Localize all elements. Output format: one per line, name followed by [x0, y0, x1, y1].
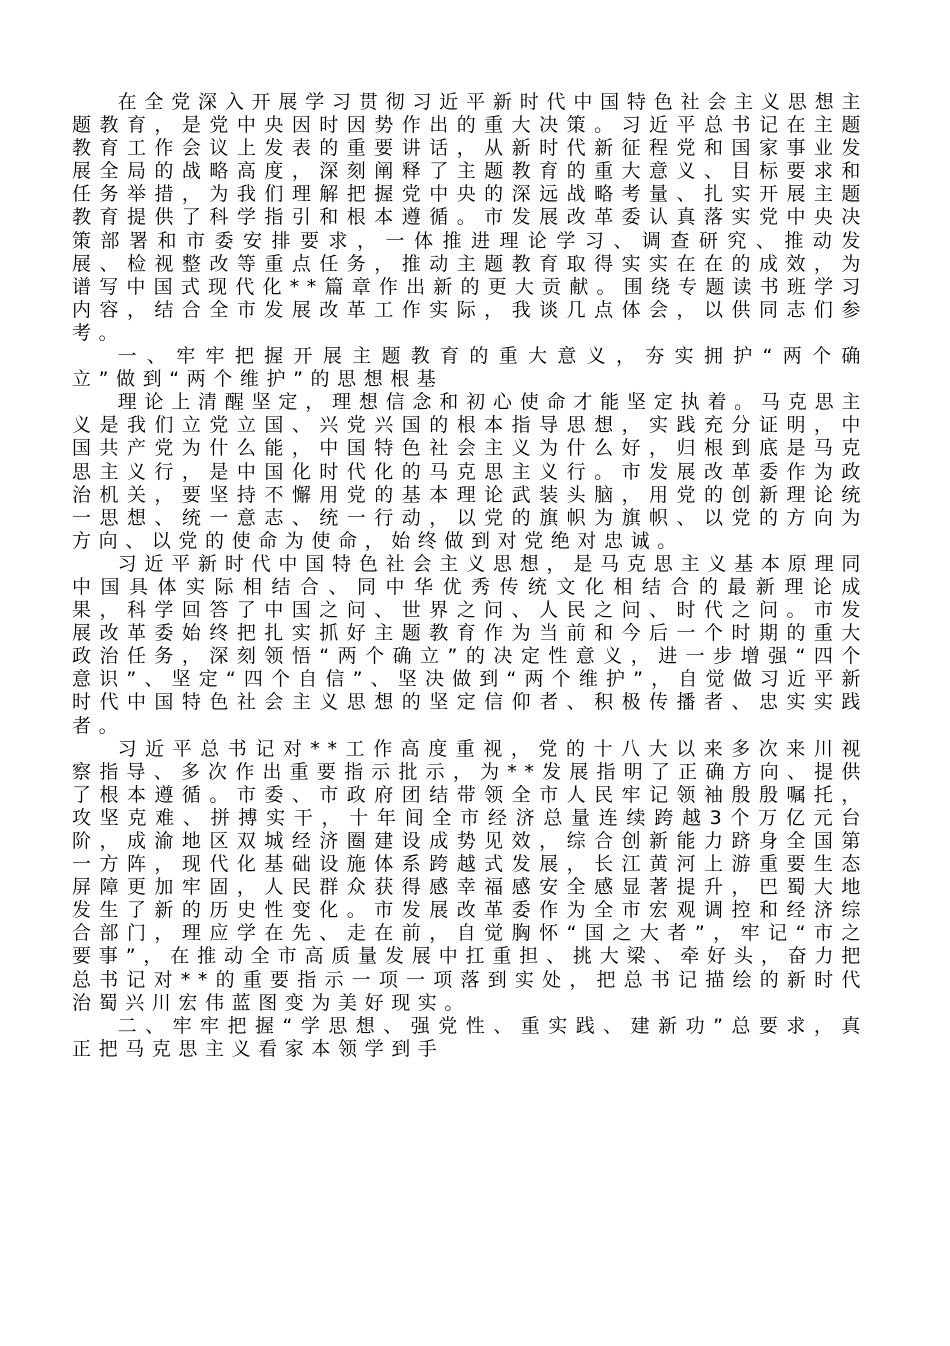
body-paragraph: 习近平新时代中国特色社会主义思想，是马克思主义基本原理同中国具体实际相结合、同中华优秀传统文化相结合的最新理论成果，科学回答了中国之问、世界之问、人民之问、时代之问。市发展改革委始终把扎实抓好主题教育作为当前和今后一个时期的重大政治任务，深刻领悟“两个确立”的决定性意义，进一步增强“四个意识”、坚定“四个自信”、坚决做到“两个维护”，自觉做习近平新时代中国特色社会主义思想的坚定信仰者、积极传播者、忠实实践者。	[72, 552, 868, 737]
section-heading-two: 二、牢牢把握“学思想、强党性、重实践、建新功”总要求，真正把马克思主义看家本领学到手	[72, 1014, 868, 1060]
section-heading-one: 一、牢牢把握开展主题教育的重大意义，夯实拥护“两个确立”做到“两个维护”的思想根基	[72, 345, 868, 391]
intro-paragraph: 在全党深入开展学习贯彻习近平新时代中国特色社会主义思想主题教育，是党中央因时因势作出的重大决策。习近平总书记在主题教育工作会议上发表的重要讲话，从新时代新征程党和国家事业发展全局的战略高度，深刻阐释了主题教育的重大意义、目标要求和任务举措，为我们理解把握党中央的深远战略考量、扎实开展主题教育提供了科学指引和根本遵循。市发展改革委认真落实党中央决策部署和市委安排要求，一体推进理论学习、调查研究、推动发展、检视整改等重点任务，推动主题教育取得实实在在的成效，为谱写中国式现代化**篇章作出新的更大贡献。围绕专题读书班学习内容，结合全市发展改革工作实际，我谈几点体会，以供同志们参考。	[72, 91, 868, 344]
document-body	[72, 91, 868, 1061]
body-paragraph: 习近平总书记对**工作高度重视，党的十八大以来多次来川视察指导、多次作出重要指示批示，为**发展指明了正确方向、提供了根本遵循。市委、市政府团结带领全市人民牢记领袖殷殷嘱托，攻坚克难、拼搏实干，十年间全市经济总量连续跨越3个万亿元台阶，成渝地区双城经济圈建设成势见效，综合创新能力跻身全国第一方阵，现代化基础设施体系跨越式发展，长江黄河上游重要生态屏障更加牢固，人民群众获得感幸福感安全感显著提升，巴蜀大地发生了新的历史性变化。市发展改革委作为全市宏观调控和经济综合部门，理应学在先、走在前，自觉胸怀“国之大者”，牢记“市之要事”，在推动全市高质量发展中扛重担、挑大梁、牵好头，奋力把总书记对**的重要指示一项一项落到实处，把总书记描绘的新时代治蜀兴川宏伟蓝图变为美好现实。	[72, 737, 868, 1014]
body-paragraph: 理论上清醒坚定，理想信念和初心使命才能坚定执着。马克思主义是我们立党立国、兴党兴国的根本指导思想，实践充分证明，中国共产党为什么能，中国特色社会主义为什么好，归根到底是马克思主义行，是中国化时代化的马克思主义行。市发展改革委作为政治机关，要坚持不懈用党的基本理论武装头脑，用党的创新理论统一思想、统一意志、统一行动，以党的旗帜为旗帜、以党的方向为方向、以党的使命为使命，始终做到对党绝对忠诚。	[72, 391, 868, 552]
